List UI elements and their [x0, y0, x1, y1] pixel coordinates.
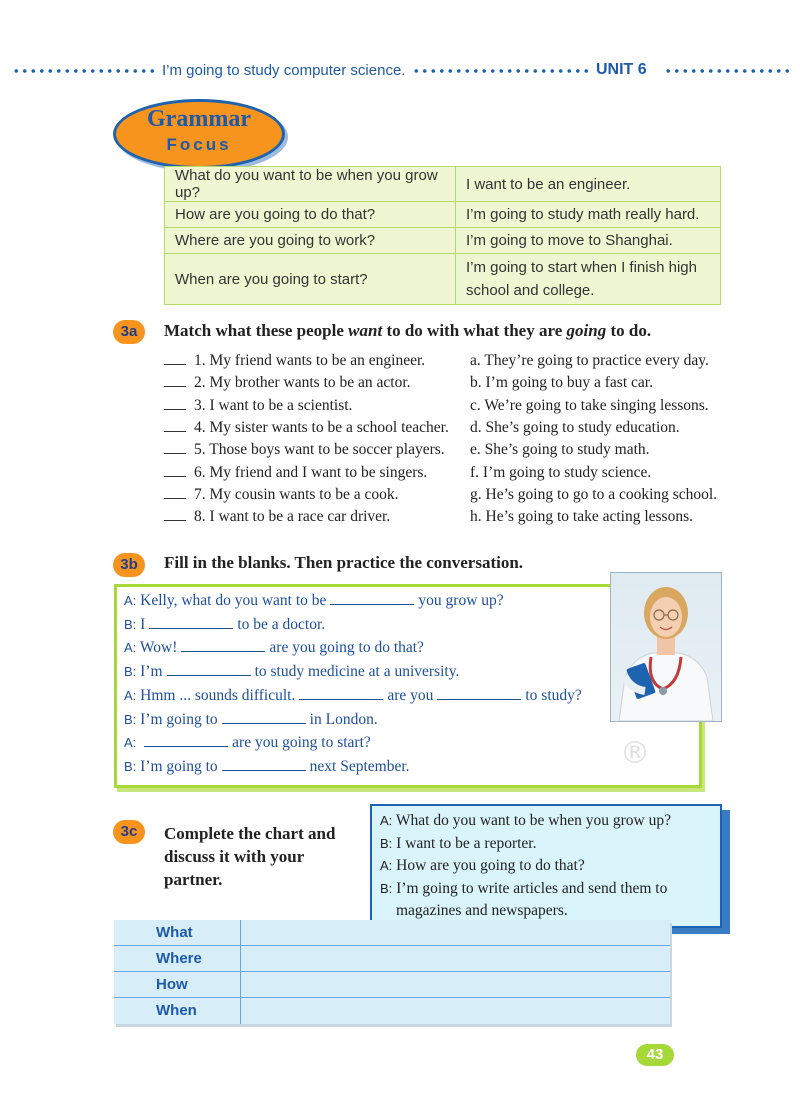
header-dots-right: [664, 66, 790, 76]
answer-blank[interactable]: [164, 508, 186, 521]
section-3c-instruction: Complete the chart and discuss it with your partner.: [164, 824, 336, 889]
question-cell: When are you going to start?: [165, 254, 456, 305]
fill-blank[interactable]: [144, 734, 228, 747]
dialogue-text: I want to be a reporter.: [396, 834, 537, 852]
answer-blank[interactable]: [164, 419, 186, 432]
speaker-label: B:: [124, 616, 137, 632]
chart-row[interactable]: [114, 972, 670, 998]
match-left-item: [164, 464, 427, 482]
table-row: [165, 228, 721, 254]
match-left-text: 8. I want to be a race car driver.: [194, 508, 391, 526]
table-row: [165, 254, 721, 305]
conversation-line: [124, 616, 325, 634]
line-text: I’m going to: [140, 757, 218, 775]
section-3b-instruction: Fill in the blanks. Then practice the conversation.: [164, 553, 524, 572]
line-text: I’m going to: [140, 710, 218, 728]
fill-blank[interactable]: [167, 663, 251, 676]
question-cell: Where are you going to work?: [165, 228, 456, 254]
grammar-focus-badge: [113, 99, 285, 169]
question-cell: How are you going to do that?: [165, 202, 456, 228]
registered-watermark: ®: [620, 736, 650, 771]
match-left-item: [164, 352, 425, 370]
line-text: next September.: [309, 757, 410, 775]
match-left-item: [164, 508, 390, 526]
line-text: to be a doctor.: [237, 615, 326, 633]
focus-subtitle: Focus: [166, 135, 232, 154]
match-right-item: g. He’s going to go to a cooking school.: [470, 485, 718, 503]
answer-blank[interactable]: [164, 486, 186, 499]
answer-blank[interactable]: [164, 374, 186, 387]
match-left-item: [164, 419, 449, 437]
fill-blank[interactable]: [330, 592, 414, 605]
answer-chart: [114, 920, 670, 1024]
section-3a-instruction: Match what these people want to do with what they are going to do.: [164, 321, 652, 340]
speaker-label: B:: [124, 711, 137, 727]
line-text: I: [140, 615, 146, 633]
conversation-line: [124, 592, 504, 610]
line-text: Hmm ... sounds difficult.: [140, 686, 296, 704]
header-dots-mid: [412, 66, 590, 76]
answer-cell: I’m going to move to Shanghai.: [456, 228, 721, 254]
match-left-text: 6. My friend and I want to be singers.: [194, 463, 428, 481]
chart-row-label: When: [156, 1002, 197, 1019]
match-left-text: 4. My sister wants to be a school teacher.: [194, 418, 449, 436]
speaker-label: B:: [380, 835, 393, 851]
conversation-line: [124, 758, 410, 776]
dialogue-line: [380, 857, 585, 875]
table-row: [165, 167, 721, 202]
line-text: are you going to do that?: [269, 639, 424, 657]
chart-row-label: Where: [156, 950, 202, 967]
speaker-label: A:: [124, 640, 137, 656]
dialogue-text: magazines and newspapers.: [396, 902, 568, 919]
section-3b-icon: 3b: [113, 553, 145, 577]
grammar-focus-table: [164, 166, 721, 305]
speaker-label: A:: [380, 858, 393, 873]
table-row: [165, 202, 721, 228]
speaker-label: A:: [380, 813, 393, 828]
match-left-text: 2. My brother wants to be an actor.: [194, 374, 411, 392]
answer-cell: I’m going to study math really hard.: [456, 202, 721, 228]
chart-row[interactable]: [114, 920, 670, 946]
line-text: to study medicine at a university.: [254, 663, 460, 681]
answer-cell: I want to be an engineer.: [456, 167, 721, 202]
match-right-item: f. I’m going to study science.: [470, 463, 652, 481]
section-3c-icon: 3c: [113, 820, 145, 844]
doctor-illustration: [611, 573, 721, 721]
dialogue-line: [380, 880, 667, 898]
chart-row[interactable]: [114, 946, 670, 972]
line-text: are you going to start?: [232, 734, 371, 752]
conversation-line: [124, 734, 371, 752]
answer-blank[interactable]: [164, 464, 186, 477]
fill-blank[interactable]: [437, 687, 521, 700]
page-number: 43: [636, 1044, 674, 1066]
dialogue-line: [380, 835, 536, 853]
conversation-line: [124, 687, 582, 705]
chart-row-label: How: [156, 976, 188, 993]
doctor-photo: [610, 572, 722, 722]
grammar-title: Grammar: [147, 106, 251, 132]
line-text: Kelly, what do you want to be: [140, 592, 327, 609]
match-left-text: 3. I want to be a scientist.: [194, 396, 353, 414]
conversation-line: [124, 711, 378, 729]
match-right-item: d. She’s going to study education.: [470, 418, 680, 436]
match-left-text: 7. My cousin wants to be a cook.: [194, 485, 399, 503]
speaker-label: A:: [124, 593, 137, 608]
speaker-label: B:: [380, 880, 393, 896]
match-left-text: 1. My friend wants to be an engineer.: [194, 352, 426, 369]
dialogue-text: What do you want to be when you grow up?: [395, 812, 671, 829]
speaker-label: A:: [124, 687, 137, 703]
fill-blank[interactable]: [222, 711, 306, 724]
line-text: to study?: [525, 686, 582, 704]
match-right-item: b. I’m going to buy a fast car.: [470, 374, 653, 392]
fill-blank[interactable]: [299, 687, 383, 700]
unit-label: UNIT 6: [596, 61, 647, 78]
match-left-item: [164, 486, 398, 504]
chart-row-label: What: [156, 924, 193, 941]
speaker-label: B:: [124, 758, 137, 774]
match-left-item: [164, 374, 411, 392]
dialogue-text: How are you going to do that?: [396, 857, 585, 874]
dialogue-line: [380, 812, 671, 830]
speaker-label: A:: [124, 735, 137, 751]
answer-blank[interactable]: [164, 352, 186, 365]
chart-divider: [240, 920, 241, 1024]
chart-row[interactable]: [114, 998, 670, 1023]
line-text: I’m: [140, 663, 163, 681]
fill-blank[interactable]: [222, 758, 306, 771]
match-right-item: c. We’re going to take singing lessons.: [470, 396, 709, 414]
line-text: in London.: [309, 710, 378, 728]
dialogue-line: [396, 902, 568, 920]
header-title: I’m going to study computer science.: [162, 62, 406, 79]
speaker-label: B:: [124, 664, 137, 680]
match-right-item: a. They’re going to practice every day.: [470, 352, 709, 369]
match-left-item: [164, 441, 445, 459]
conversation-line: [124, 639, 424, 657]
answer-blank[interactable]: [164, 397, 186, 410]
answer-blank[interactable]: [164, 441, 186, 454]
line-text: are you: [387, 686, 434, 704]
fill-blank[interactable]: [149, 616, 233, 629]
match-right-item: h. He’s going to take acting lessons.: [470, 508, 693, 526]
question-cell: What do you want to be when you grow up?: [165, 167, 456, 202]
line-text: Wow!: [139, 639, 178, 657]
match-left-text: 5. Those boys want to be soccer players.: [194, 441, 445, 459]
section-3a-icon: 3a: [113, 320, 145, 344]
conversation-line: [124, 663, 459, 681]
match-right-item: e. She’s going to study math.: [470, 441, 650, 459]
line-text: you grow up?: [418, 592, 504, 609]
fill-blank[interactable]: [181, 639, 265, 652]
dialogue-text: I’m going to write articles and send them to: [396, 879, 668, 897]
answer-cell: I’m going to start when I finish high school and college.: [456, 254, 721, 305]
match-left-item: [164, 397, 352, 415]
header-dots-left: [12, 66, 158, 76]
